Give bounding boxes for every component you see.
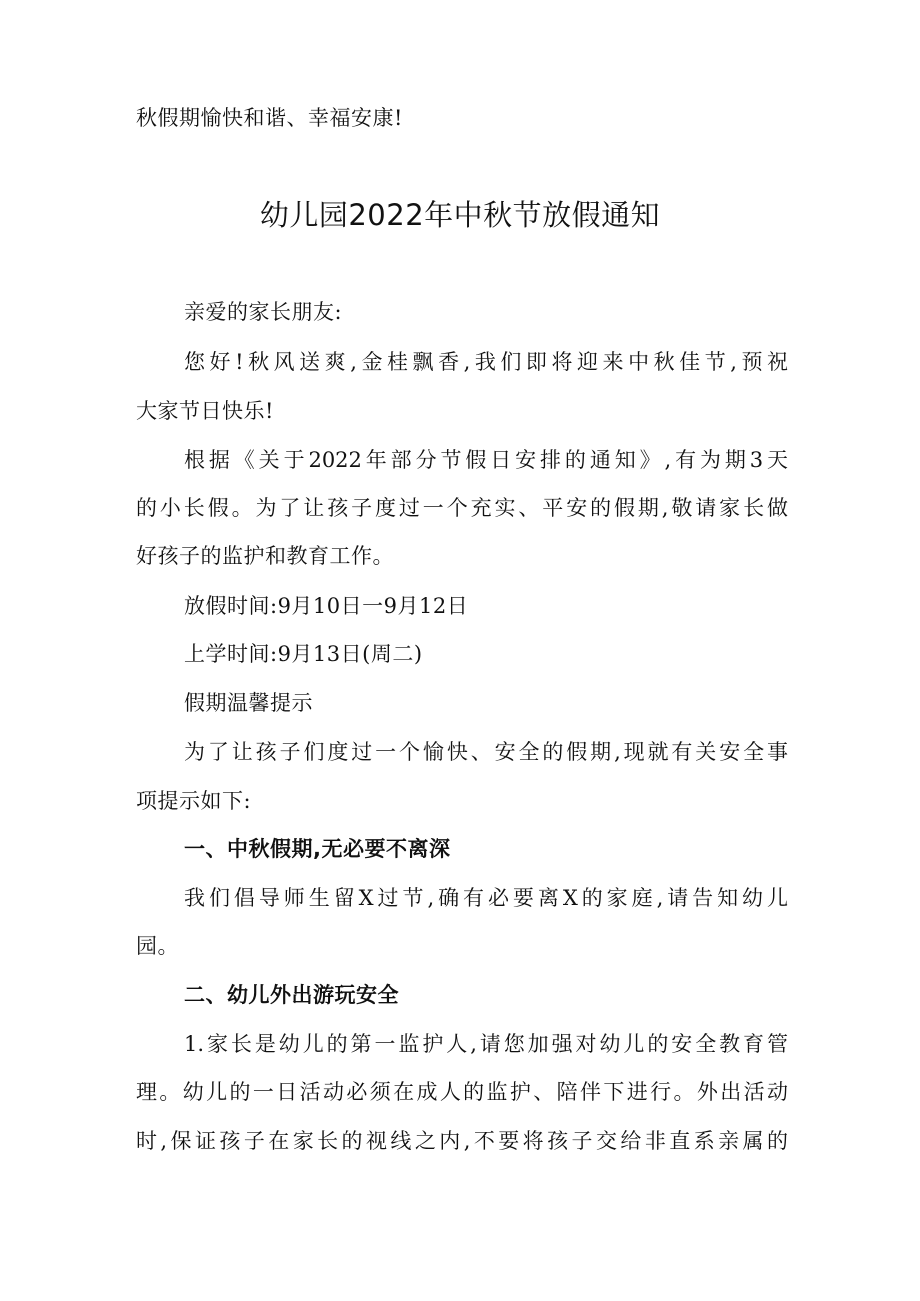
holiday-time: 放假时间:9月10日一9月12日: [184, 594, 469, 618]
section1-line2: 园。: [136, 934, 179, 958]
section1-line1: 我们倡导师生留X过节,确有必要离X的家庭,请告知幼儿: [184, 886, 788, 910]
carryover-line: 秋假期愉快和谐、幸福安康!: [136, 106, 403, 130]
school-time: 上学时间:9月13日(周二): [184, 642, 423, 666]
para2-line3: 好孩子的监护和教育工作。: [136, 544, 394, 568]
section2-item1-line1: 1.家长是幼儿的第一监护人,请您加强对幼儿的安全教育管: [184, 1032, 788, 1056]
tips-label: 假期温馨提示: [184, 691, 313, 715]
section2-heading: 二、幼儿外出游玩安全: [184, 983, 399, 1007]
section1-heading: 一、中秋假期,无必要不离深: [184, 837, 451, 861]
para3-line1: 为了让孩子们度过一个愉快、安全的假期,现就有关安全事: [184, 740, 788, 764]
para1-line2: 大家节日快乐!: [136, 399, 274, 423]
para2-line2: 的小长假。为了让孩子度过一个充实、平安的假期,敬请家长做: [136, 496, 788, 520]
greeting: 亲爱的家长朋友:: [184, 300, 343, 324]
section2-item1-line3: 时,保证孩子在家长的视线之内,不要将孩子交给非直系亲属的: [136, 1129, 788, 1153]
section2-item1-line2: 理。幼儿的一日活动必须在成人的监护、陪伴下进行。外出活动: [136, 1080, 788, 1104]
document-title: 幼儿园2022年中秋节放假通知: [259, 198, 661, 232]
para1-line1: 您好!秋风送爽,金桂飘香,我们即将迎来中秋佳节,预祝: [184, 350, 788, 374]
para3-line2: 项提示如下:: [136, 789, 252, 813]
para2-line1: 根据《关于2022年部分节假日安排的通知》,有为期3天: [184, 448, 788, 472]
